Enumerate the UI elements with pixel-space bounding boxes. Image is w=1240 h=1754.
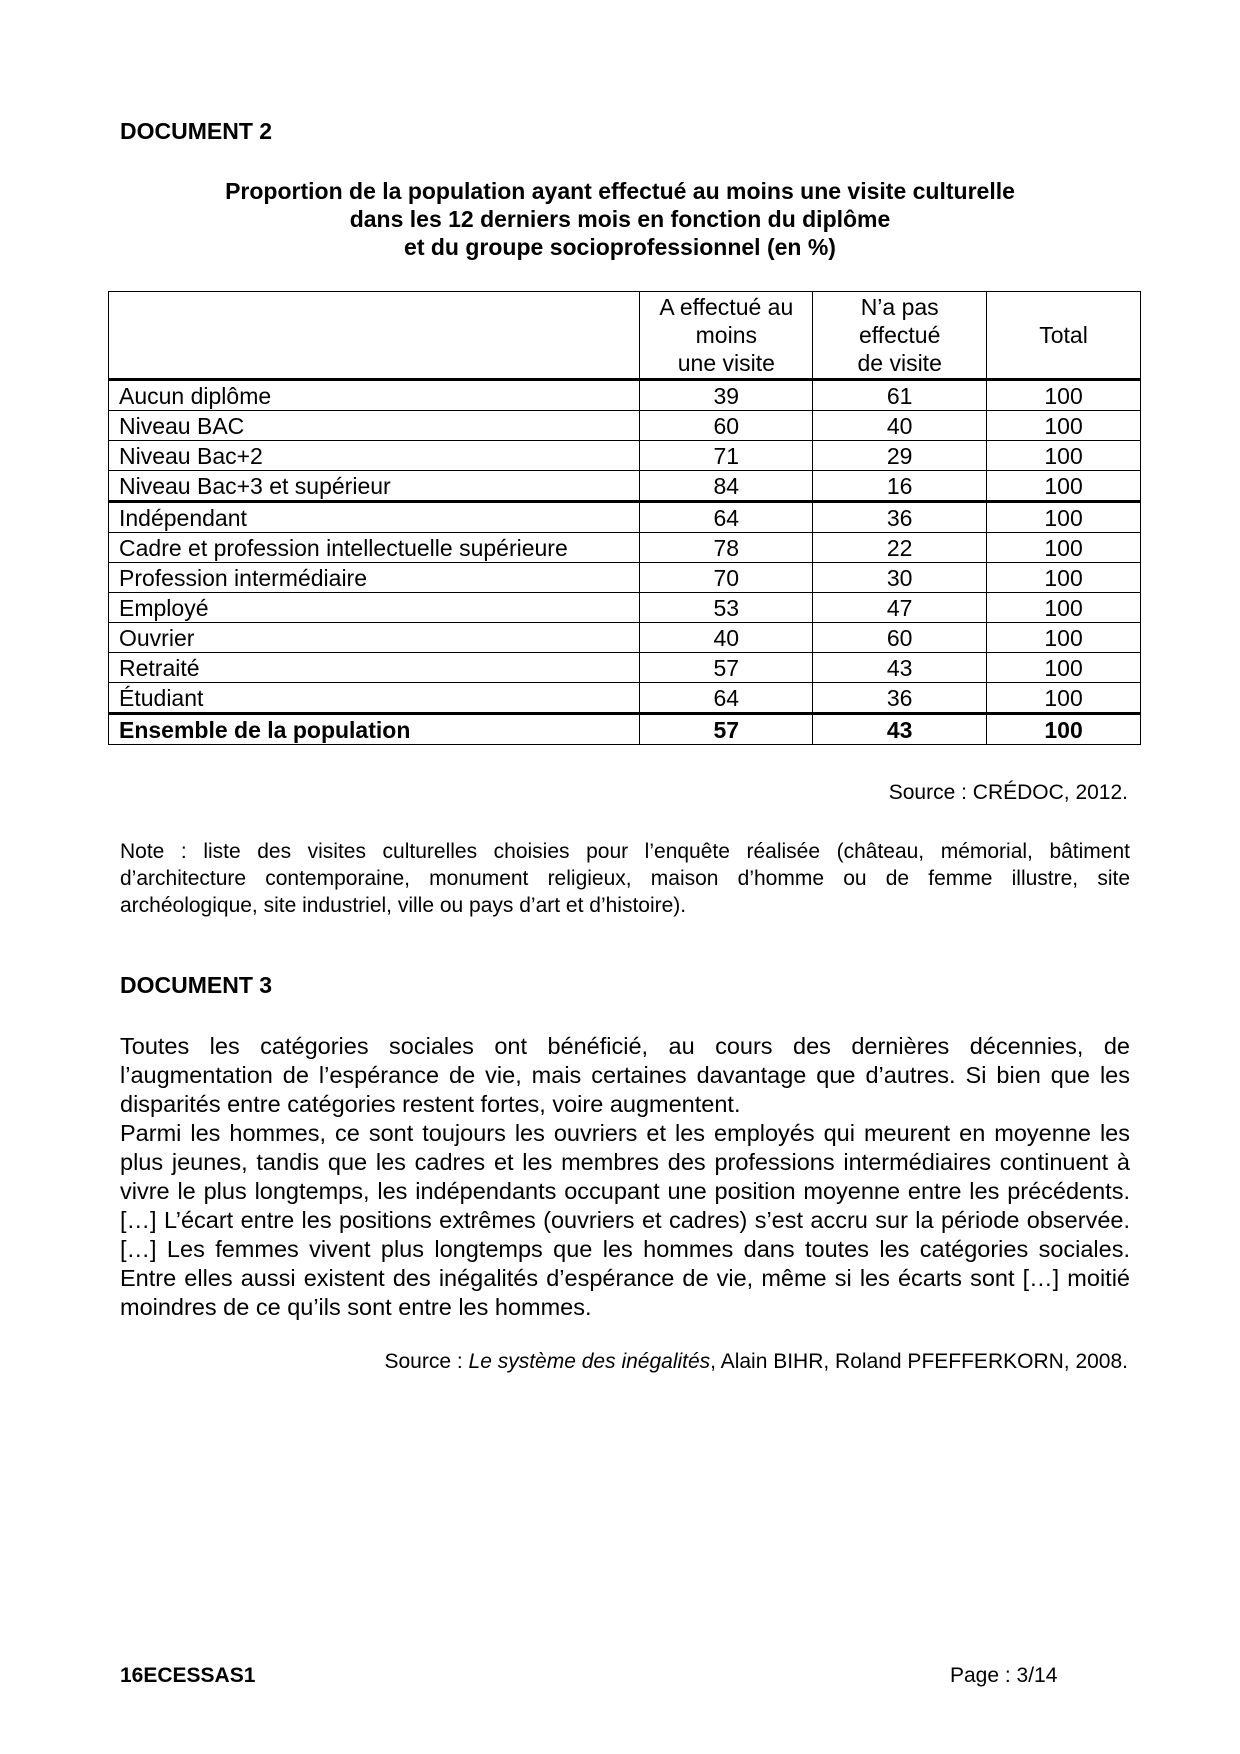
table-title-line: Proportion de la population ayant effectué au moins une visite culturelle [225, 178, 1015, 204]
source-suffix: , Alain BIHR, Roland PFEFFERKORN, 2008. [710, 1350, 1128, 1373]
header-line: de visite [857, 350, 942, 376]
cell-total: 100 [987, 471, 1141, 502]
table-row [109, 683, 1141, 714]
cell-not-visited: 43 [813, 714, 987, 745]
table-header-row [109, 292, 1141, 380]
header-visited [640, 292, 813, 380]
cell-total: 100 [987, 441, 1141, 471]
cell-not-visited: 36 [813, 502, 987, 533]
cell-visited: 57 [640, 714, 813, 745]
document-3-text [120, 1032, 1130, 1322]
row-label: Niveau Bac+3 et supérieur [109, 471, 640, 502]
header-line: A effectué au [659, 294, 794, 320]
source-book-title: Le système des inégalités [468, 1350, 711, 1373]
row-label: Ouvrier [109, 623, 640, 653]
table-row [109, 471, 1141, 502]
row-label: Indépendant [109, 502, 640, 533]
document-2-heading: DOCUMENT 2 [120, 118, 273, 144]
row-label: Aucun diplôme [109, 380, 640, 411]
header-line: Total [1039, 322, 1088, 348]
cell-total: 100 [987, 533, 1141, 563]
cell-visited: 53 [640, 593, 813, 623]
cell-not-visited: 47 [813, 593, 987, 623]
cell-not-visited: 60 [813, 623, 987, 653]
cell-visited: 78 [640, 533, 813, 563]
cell-visited: 60 [640, 411, 813, 441]
row-label: Retraité [109, 653, 640, 683]
header-total [987, 292, 1141, 380]
source-credoc: Source : CRÉDOC, 2012. [888, 781, 1128, 804]
table-total-row [109, 714, 1141, 745]
row-label: Étudiant [109, 683, 640, 714]
cell-visited: 40 [640, 623, 813, 653]
table-row [109, 593, 1141, 623]
header-line: effectué [858, 322, 941, 348]
table-row [109, 533, 1141, 563]
row-label: Employé [109, 593, 640, 623]
cell-not-visited: 61 [813, 380, 987, 411]
table-row [109, 380, 1141, 411]
table-row [109, 653, 1141, 683]
table-row [109, 502, 1141, 533]
cell-visited: 70 [640, 563, 813, 593]
cell-visited: 71 [640, 441, 813, 471]
cell-not-visited: 29 [813, 441, 987, 471]
table-title-line: dans les 12 derniers mois en fonction du diplôme [349, 206, 891, 232]
cell-visited: 57 [640, 653, 813, 683]
cell-not-visited: 22 [813, 533, 987, 563]
paragraph: Toutes les catégories sociales ont bénéficié, au cours des dernières décennies, de l’augmentation de l’espérance de vie, mais certaines davantage que d’autres. Si bien que les disparités entre catégories restent fortes, voire augmentent. [120, 1033, 1130, 1117]
table-title [120, 177, 1120, 261]
header-line: moins [695, 322, 757, 348]
cell-visited: 64 [640, 683, 813, 714]
cell-total: 100 [987, 714, 1141, 745]
cell-not-visited: 30 [813, 563, 987, 593]
footer-exam-code: 16ECESSAS1 [120, 1664, 256, 1687]
cell-visited: 84 [640, 471, 813, 502]
row-label: Niveau Bac+2 [109, 441, 640, 471]
cell-total: 100 [987, 653, 1141, 683]
header-empty-cell [109, 292, 640, 380]
table-row [109, 563, 1141, 593]
row-label: Profession intermédiaire [109, 563, 640, 593]
source-bihr [384, 1350, 1128, 1374]
source-prefix: Source : [384, 1350, 469, 1373]
table-note: Note : liste des visites culturelles choisies pour l’enquête réalisée (château, mémorial, bâtiment d’architecture contemporaine, monument religieux, maison d’homme ou de femme illustre, site archéologique, site industriel, ville ou pays d’art et d’histoire). [120, 840, 1130, 917]
table-row [109, 441, 1141, 471]
cell-not-visited: 40 [813, 411, 987, 441]
header-line: N’a pas [860, 294, 939, 320]
cell-total: 100 [987, 502, 1141, 533]
cell-total: 100 [987, 563, 1141, 593]
row-label: Niveau BAC [109, 411, 640, 441]
cell-not-visited: 36 [813, 683, 987, 714]
footer-page-number: Page : 3/14 [950, 1664, 1058, 1687]
table-row [109, 623, 1141, 653]
visits-table [108, 291, 1141, 745]
cell-visited: 39 [640, 380, 813, 411]
document-3-heading: DOCUMENT 3 [120, 972, 273, 998]
table-title-line: et du groupe socioprofessionnel (en %) [404, 234, 836, 260]
cell-total: 100 [987, 380, 1141, 411]
cell-total: 100 [987, 683, 1141, 714]
paragraph: Parmi les hommes, ce sont toujours les ouvriers et les employés qui meurent en moyenne les plus jeunes, tandis que les cadres et les membres des professions intermédiaires continuent à vivre le plus longtemps, les indépendants occupant une position moyenne entre les précédents. […] L’écart entre les positions extrêmes (ouvriers et cadres) s’est accru sur la période observée. […] Les femmes vivent plus longtemps que les hommes dans toutes les catégories sociales. Entre elles aussi existent des inégalités d’espérance de vie, même si les écarts sont […] moitié moindres de ce qu’ils sont entre les hommes. [120, 1120, 1130, 1320]
cell-total: 100 [987, 411, 1141, 441]
row-label: Cadre et profession intellectuelle supérieure [109, 533, 640, 563]
header-not-visited [813, 292, 987, 380]
cell-total: 100 [987, 623, 1141, 653]
table-row [109, 411, 1141, 441]
cell-not-visited: 16 [813, 471, 987, 502]
cell-total: 100 [987, 593, 1141, 623]
cell-not-visited: 43 [813, 653, 987, 683]
header-line: une visite [677, 350, 775, 376]
cell-visited: 64 [640, 502, 813, 533]
row-label: Ensemble de la population [109, 714, 640, 745]
